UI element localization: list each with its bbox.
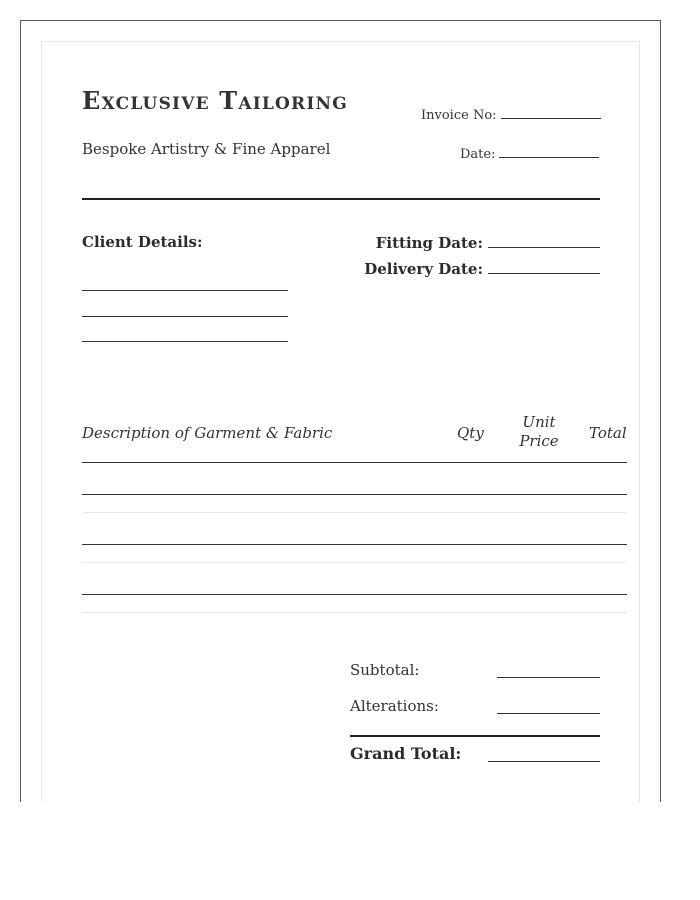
table-row-separator (82, 512, 627, 513)
alterations-field[interactable] (497, 713, 600, 714)
delivery-date-label: Delivery Date: (364, 260, 483, 278)
column-unit-price (514, 413, 564, 451)
business-name: Exclusive Tailoring (82, 86, 348, 115)
column-description: Description of Garment & Fabric (82, 424, 333, 442)
unit-price-line-2: Price (519, 432, 559, 450)
tagline: Bespoke Artistry & Fine Apparel (82, 140, 331, 158)
unit-price-line-1: Unit (522, 413, 556, 431)
table-row-line[interactable] (82, 494, 627, 495)
delivery-date-row (364, 259, 600, 278)
column-qty: Qty (457, 424, 484, 442)
header-divider (82, 198, 600, 200)
client-line-1[interactable] (82, 290, 288, 291)
column-total: Total (589, 424, 627, 442)
alterations-label: Alterations: (350, 697, 439, 715)
grand-total-field[interactable] (488, 761, 600, 762)
table-header-rule (82, 462, 627, 463)
table-row-separator (82, 612, 627, 613)
table-row-line[interactable] (82, 594, 627, 595)
table-row-separator (82, 562, 627, 563)
date-field[interactable] (499, 145, 599, 158)
grand-total-label: Grand Total: (350, 744, 462, 763)
invoice-no-field[interactable] (501, 106, 601, 119)
fitting-date-row (376, 233, 600, 252)
subtotal-field[interactable] (497, 677, 600, 678)
fitting-date-label: Fitting Date: (375, 234, 483, 252)
client-line-2[interactable] (82, 316, 288, 317)
date-row (460, 145, 599, 162)
delivery-date-field[interactable] (488, 259, 600, 274)
fitting-date-field[interactable] (488, 233, 600, 248)
table-row-line[interactable] (82, 544, 627, 545)
invoice-no-label: Invoice No: (421, 108, 497, 123)
client-details-label: Client Details: (82, 233, 203, 251)
subtotal-label: Subtotal: (350, 661, 420, 679)
client-line-3[interactable] (82, 341, 288, 342)
totals-divider (350, 735, 600, 737)
invoice-no-row (421, 106, 601, 123)
date-label: Date: (460, 147, 496, 162)
